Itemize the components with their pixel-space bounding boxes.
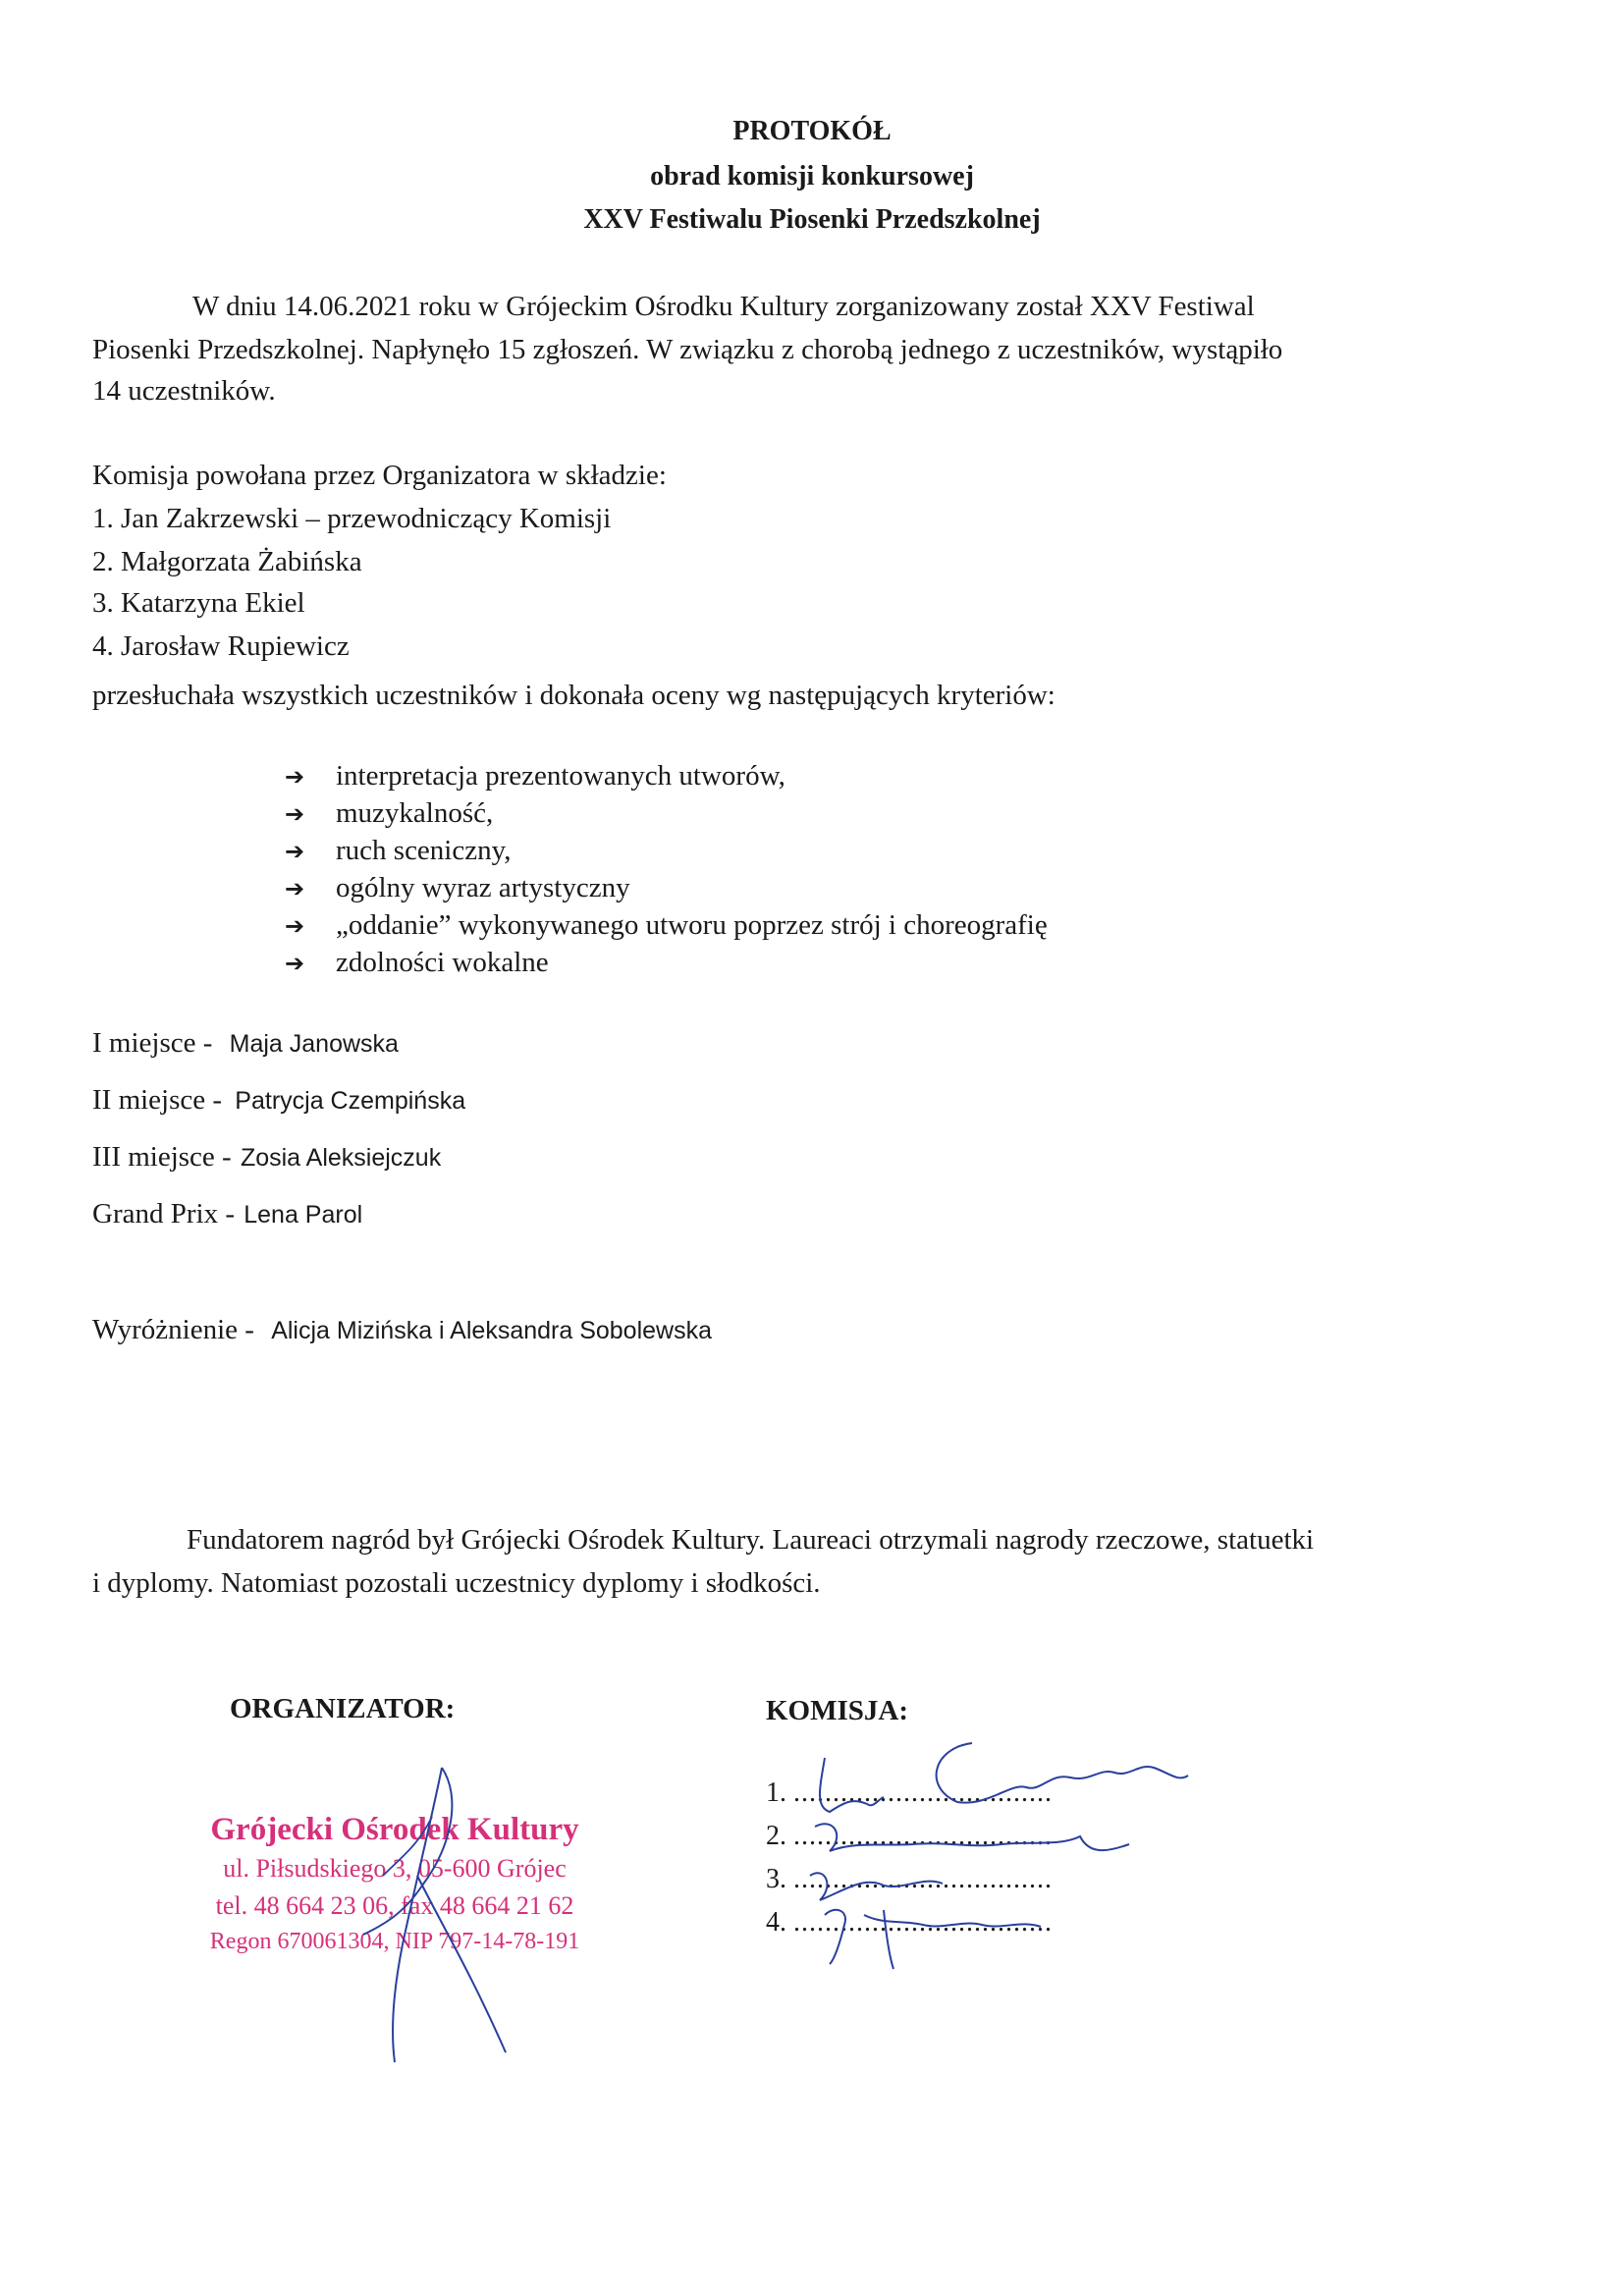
stamp-registry: Regon 670061304, NIP 797-14-78-191 (209, 1929, 580, 1954)
result-grand-prix (92, 1198, 362, 1230)
arrow-bullet-icon: ➔ (285, 912, 305, 940)
document-subtitle-festival: XXV Festiwalu Piosenki Przedszkolnej (583, 204, 1041, 235)
result-third-place (92, 1141, 441, 1174)
signature-line-3: 3. ................................. (766, 1864, 1053, 1894)
stamp-name: Grójecki Ośrodek Kultury (210, 1812, 579, 1847)
committee-signatures-label: KOMISJA: (766, 1695, 908, 1726)
criteria-item: ➔ zdolności wokalne (285, 947, 549, 978)
document-title: PROTOKÓŁ (732, 116, 892, 146)
result-name: Zosia Aleksiejczuk (240, 1144, 442, 1172)
committee-outro: przesłuchała wszystkich uczestników i dokonała oceny wg następujących kryteriów: (92, 680, 1056, 711)
signature-line-4: 4. ................................. (766, 1907, 1053, 1938)
distinction (92, 1314, 712, 1346)
distinction-name: Alicja Mizińska i Aleksandra Sobolewska (271, 1317, 713, 1344)
criteria-item: ➔ ogólny wyraz artystyczny (285, 872, 630, 903)
signature-line-2: 2. ................................. (766, 1821, 1053, 1851)
criteria-item: ➔ interpretacja prezentowanych utworów, (285, 760, 785, 792)
result-first-place (92, 1027, 399, 1060)
criteria-item: ➔ „oddanie” wykonywanego utworu poprzez strój i choreografię (285, 909, 1048, 941)
document-subtitle: obrad komisji konkursowej (650, 161, 974, 191)
arrow-bullet-icon: ➔ (285, 838, 305, 865)
result-name: Lena Parol (244, 1201, 363, 1229)
stamp-address: ul. Piłsudskiego 3, 05-600 Grójec (223, 1854, 567, 1883)
organizer-label: ORGANIZATOR: (230, 1693, 456, 1724)
result-label: I miejsce - (92, 1027, 213, 1059)
criteria-item: ➔ ruch sceniczny, (285, 835, 512, 866)
committee-signatures (776, 1728, 1208, 1984)
organizer-signature (324, 1758, 520, 2072)
intro-line-2: Piosenki Przedszkolnej. Napłynęło 15 zgłoszeń. W związku z chorobą jednego z uczestników, wystąpiło (92, 334, 1283, 365)
stamp-phone: tel. 48 664 23 06, fax 48 664 21 62 (215, 1891, 574, 1920)
intro-line-1: W dniu 14.06.2021 roku w Grójeckim Ośrodku Kultury zorganizowany został XXV Festiwal (192, 291, 1255, 322)
committee-member-2: 2. Małgorzata Żabińska (92, 546, 362, 577)
result-name: Patrycja Czempińska (235, 1087, 466, 1115)
result-label: II miejsce - (92, 1084, 223, 1116)
arrow-bullet-icon: ➔ (285, 950, 305, 977)
result-label: Grand Prix - (92, 1198, 235, 1230)
committee-intro: Komisja powołana przez Organizatora w składzie: (92, 460, 667, 491)
arrow-bullet-icon: ➔ (285, 763, 305, 791)
signature-line-1: 1. ................................. (766, 1777, 1053, 1808)
arrow-bullet-icon: ➔ (285, 875, 305, 902)
criteria-list (285, 760, 1048, 984)
committee-member-4: 4. Jarosław Rupiewicz (92, 630, 350, 662)
criteria-item: ➔ muzykalność, (285, 797, 494, 829)
committee-member-3: 3. Katarzyna Ekiel (92, 587, 305, 619)
distinction-label: Wyróżnienie - (92, 1314, 254, 1345)
result-label: III miejsce - (92, 1141, 232, 1173)
result-name: Maja Janowska (229, 1030, 399, 1058)
intro-line-3: 14 uczestników. (92, 375, 276, 407)
arrow-bullet-icon: ➔ (285, 800, 305, 828)
committee-member-1: 1. Jan Zakrzewski – przewodniczący Komisji (92, 503, 612, 534)
result-second-place (92, 1084, 465, 1117)
closing-line-1: Fundatorem nagród był Grójecki Ośrodek Kultury. Laureaci otrzymali nagrody rzeczowe, statuetki (187, 1524, 1315, 1556)
closing-line-2: i dyplomy. Natomiast pozostali uczestnicy dyplomy i słodkości. (92, 1567, 821, 1599)
